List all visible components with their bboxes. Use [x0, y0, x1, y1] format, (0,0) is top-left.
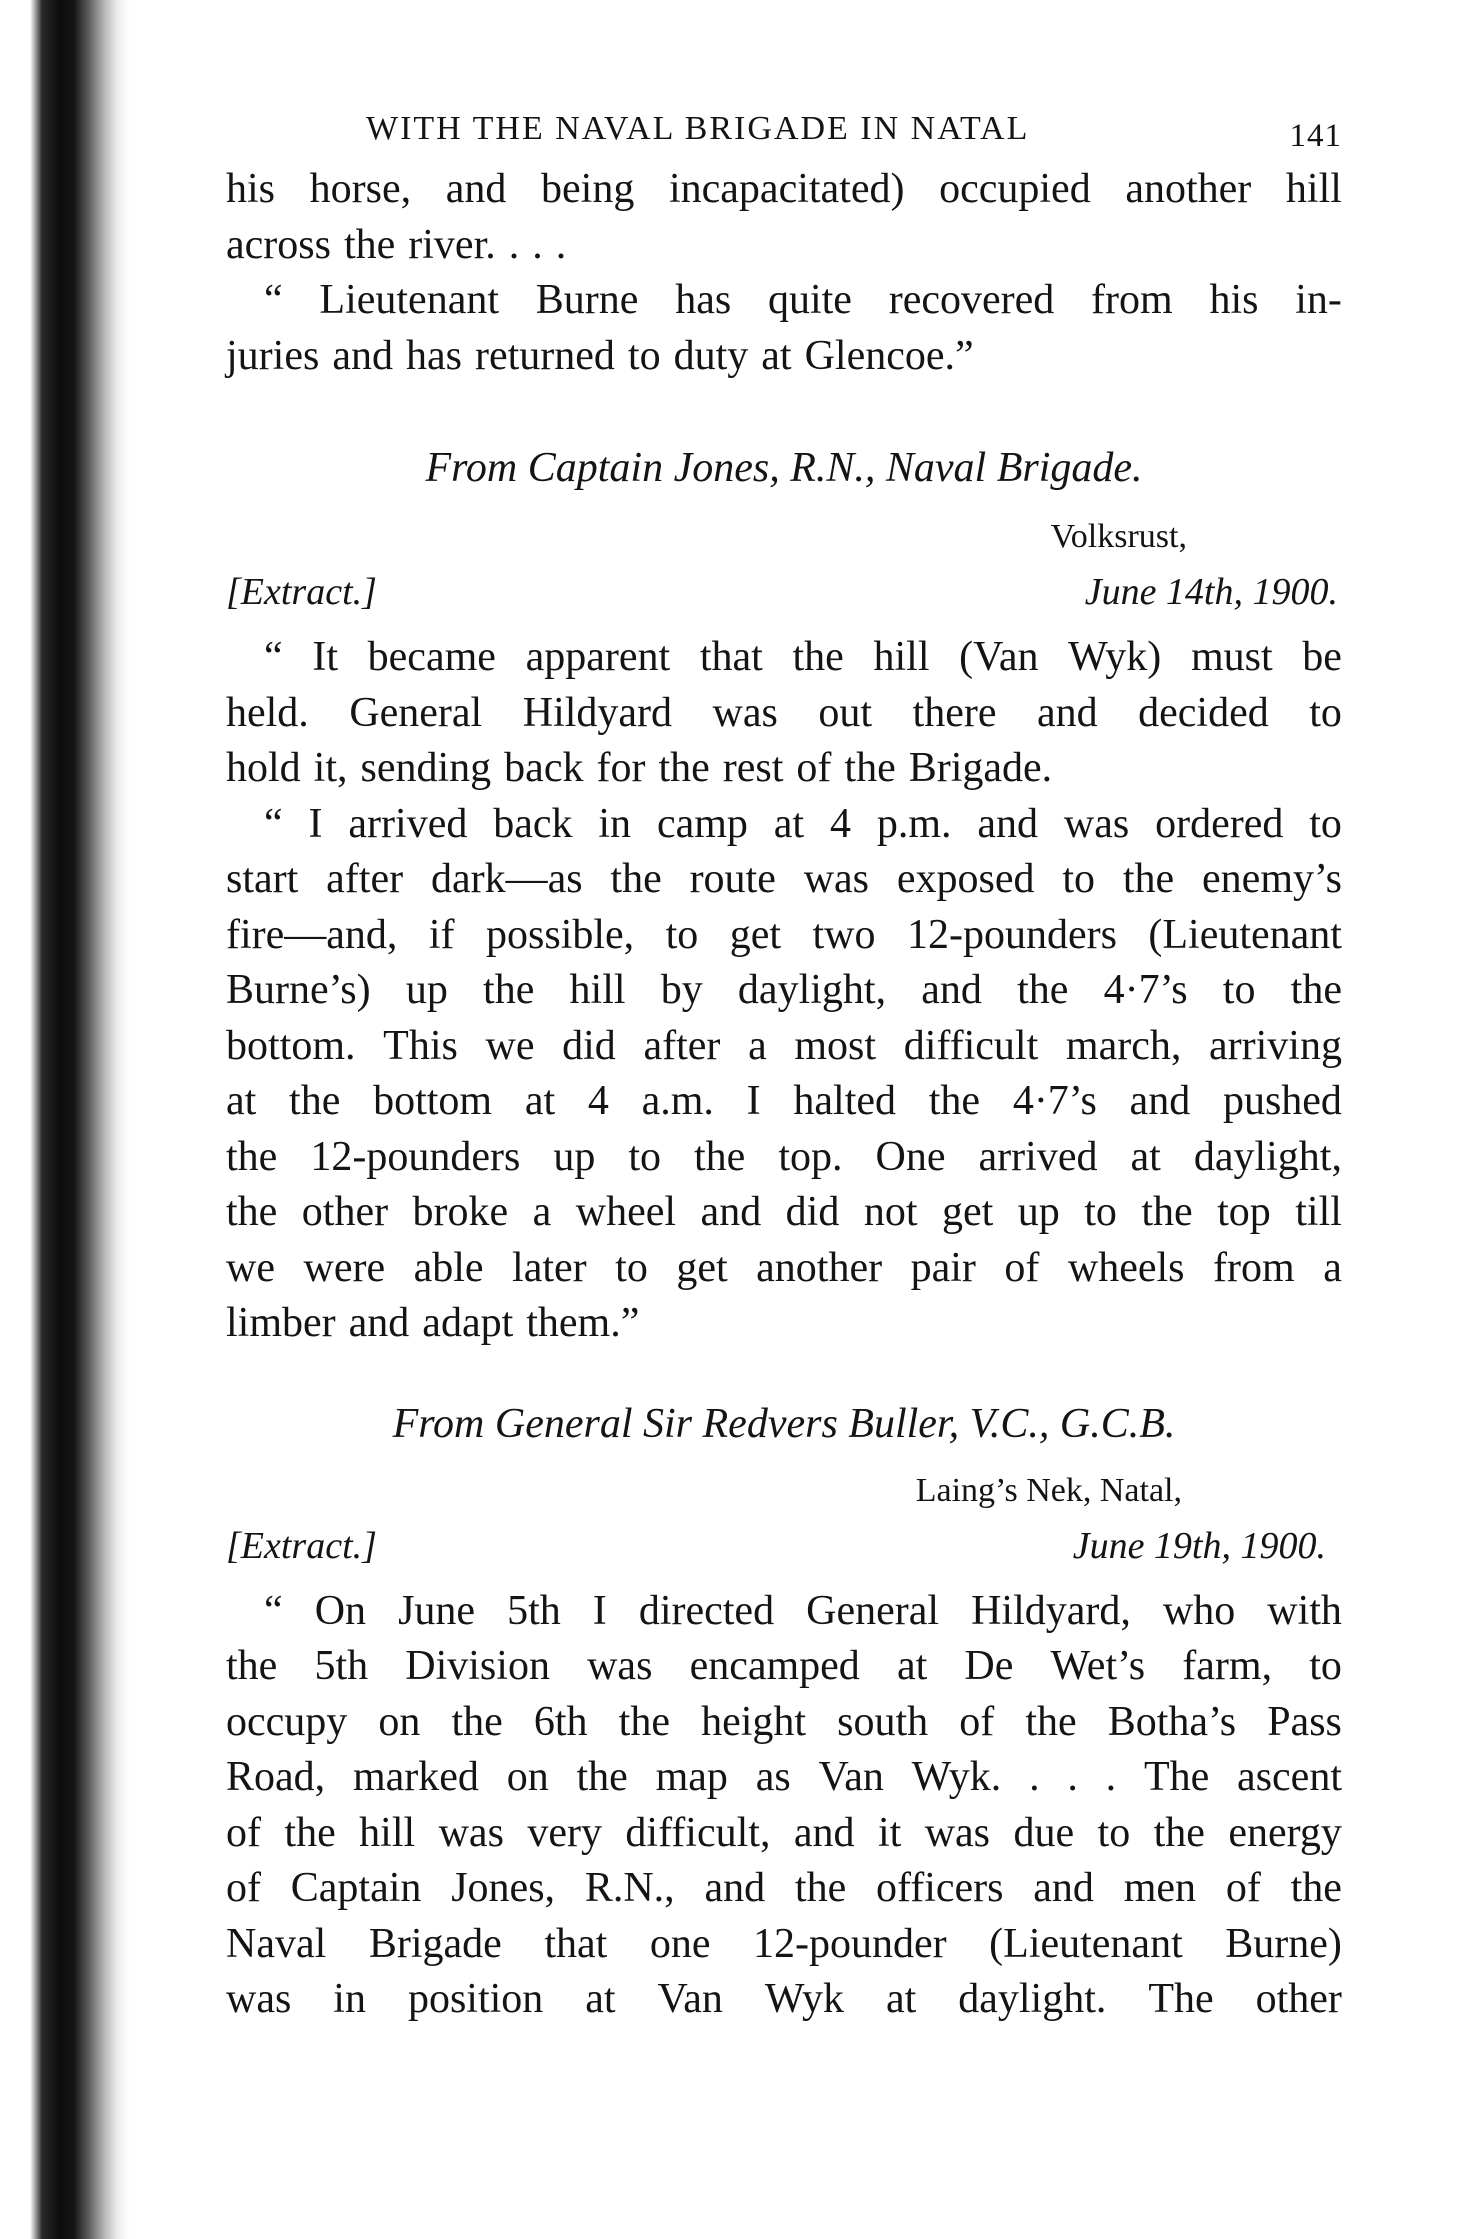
text-block-buller-letter — [226, 1584, 1342, 2028]
extract-label: [Extract.] — [226, 571, 377, 613]
section-heading-general-buller: From General Sir Redvers Buller, V.C., G.C.B. — [392, 1400, 1176, 1447]
dateline-volksrust — [226, 518, 1342, 630]
text-block-jones-letter — [226, 630, 1342, 1352]
dateline-place: Laing’s Nek, Natal, — [915, 1471, 1182, 1509]
text-line: occupy on the 6th the height south of the Botha’s Pass — [226, 1698, 1342, 1745]
dateline-date: June 14th, 1900. — [1084, 571, 1338, 613]
text-line: “ It became apparent that the hill (Van Wyk) must be — [264, 634, 1342, 680]
text-line: start after dark—as the route was exposed to the enemy’s — [226, 856, 1342, 902]
text-line: Naval Brigade that one 12-pounder (Lieutenant Burne) — [226, 1920, 1342, 1967]
text-line: we were able later to get another pair of wheels from a — [226, 1244, 1342, 1291]
book-binding-shadow — [0, 0, 130, 2239]
book-page — [226, 100, 1342, 2028]
running-title: WITH THE NAVAL BRIGADE IN NATAL — [366, 110, 1030, 147]
text-line: bottom. This we did after a most difficult march, arriving — [226, 1022, 1342, 1069]
text-line: of the hill was very difficult, and it was due to the energy — [226, 1809, 1342, 1856]
page-header — [226, 100, 1342, 162]
text-line: at the bottom at 4 a.m. I halted the 4·7’s and pushed — [226, 1078, 1342, 1124]
text-line: “ Lieutenant Burne has quite recovered from his in- — [264, 277, 1342, 323]
text-line: “ I arrived back in camp at 4 p.m. and was ordered to — [264, 800, 1342, 847]
text-line: juries and has returned to duty at Glencoe.” — [226, 332, 974, 379]
text-line: was in position at Van Wyk at daylight. The other — [226, 1976, 1342, 2022]
text-line: fire—and, if possible, to get two 12-pounders (Lieutenant — [226, 911, 1342, 958]
text-line: held. General Hildyard was out there and decided to — [226, 689, 1342, 736]
section-heading-captain-jones: From Captain Jones, R.N., Naval Brigade. — [425, 445, 1143, 491]
page-number: 141 — [1289, 118, 1342, 154]
dateline-place: Volksrust, — [1050, 518, 1187, 555]
text-line: of Captain Jones, R.N., and the officers and men of the — [226, 1865, 1342, 1911]
text-line: the 5th Division was encamped at De Wet’s farm, to — [226, 1643, 1342, 1689]
text-line: hold it, sending back for the rest of the Brigade. — [226, 745, 1053, 791]
dateline-laings-nek — [226, 1472, 1342, 1584]
text-line: Road, marked on the map as Van Wyk. . . . The ascent — [226, 1754, 1342, 1800]
text-line: limber and adapt them.” — [226, 1300, 640, 1346]
text-line: the 12-pounders up to the top. One arrived at daylight, — [226, 1133, 1342, 1180]
dateline-date: June 19th, 1900. — [1072, 1524, 1326, 1567]
text-line: across the river. . . . — [226, 221, 567, 268]
text-line: “ On June 5th I directed General Hildyard, who with — [264, 1587, 1342, 1634]
text-line: the other broke a wheel and did not get up to the top till — [226, 1189, 1342, 1235]
text-line: his horse, and being incapacitated) occupied another hill — [226, 166, 1342, 212]
text-line: Burne’s) up the hill by daylight, and the 4·7’s to the — [226, 967, 1342, 1013]
extract-label: [Extract.] — [226, 1524, 377, 1567]
text-block-opening — [226, 162, 1342, 384]
